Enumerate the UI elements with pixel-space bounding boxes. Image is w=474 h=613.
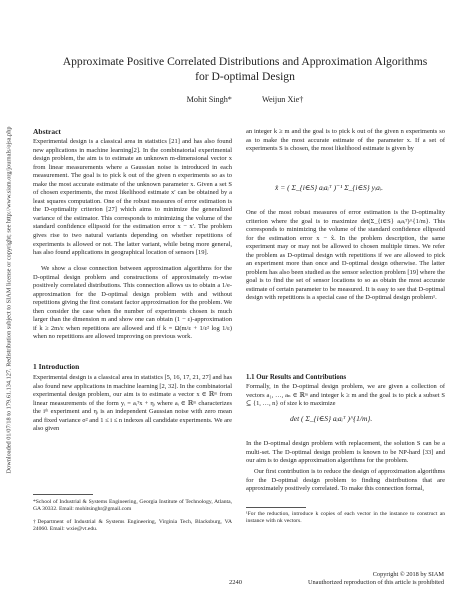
footnote-rule-right xyxy=(246,507,306,508)
subsection-heading: 1.1 Our Results and Contributions xyxy=(246,374,347,381)
title-line-1: Approximate Positive Correlated Distributions and Approximation Algorithms xyxy=(62,55,428,68)
abstract-heading: Abstract xyxy=(33,127,61,136)
right-paragraph-1: an integer k ≥ m and the goal is to pick k out of the given n experiments so as to make the most accurate estimate of the parameter x. If a set of experiments S is chosen, the most likelihood estimate is given by xyxy=(246,128,445,153)
title-line-2: for D-optimal Design xyxy=(195,70,295,83)
author-1: Mohit Singh* xyxy=(186,95,232,104)
footnote-author-2: †Department of Industrial & Systems Engineering, Virginia Tech, Blacksburg, VA 24060. Email: wxie@vt.edu. xyxy=(33,519,232,533)
page-number: 2240 xyxy=(229,579,242,586)
right-paragraph-2: One of the most robust measures of error estimation is the D-optimality criterion where the goal is to maximize det(Σ_{i∈S} aᵢaᵢᵀ)^{1/m}. This corresponds to minimizing the volume of the standard confidence ellipsoid for the estimation error x − x̂. In the problem description, the same experiment may or may not be allowed to chosen multiple times. We refer the problem as D-optimal design with repetitions if we are allowed to pick an experiment more than once and D-optimal design otherwise. The latter problem has also been studied as the sensor selection problem [19] where the goal is to find the set of sensor locations to so as obtain the most accurate estimate of certain parameter to be measured. It is easy to see that D-optimal design with repetitions is a special case of the D-optimal design problem¹. xyxy=(246,209,445,302)
unauthorized-notice: Unauthorized reproduction of this article is prohibited xyxy=(307,579,444,586)
right-paragraph-3: Formally, in the D-optimal design problem, we are given a collection of vectors a₁, …, aₙ ∈ ℝᵐ and integer k ≥ m and the goal is to pick a subset S ⊆ {1, …, n} of size k to maximize xyxy=(246,383,445,408)
paper-title xyxy=(30,54,460,84)
side-download-note: Downloaded 01/07/18 to 179.61.134.127. Redistribution subject to SIAM license or copyright; see http://www.siam.org/journals/ojsa.php xyxy=(5,126,13,474)
right-paragraph-5: Our first contribution is to reduce the design of approximation algorithms for the D-optimal design problem to finding distributions that are approximately positively correlated. To make this connection formal, xyxy=(246,468,445,493)
authors xyxy=(30,95,460,104)
author-2: Weijun Xie† xyxy=(261,95,304,104)
equation-estimate: x̂ = ( Σ_{i∈S} aᵢaᵢᵀ )⁻¹ Σ_{i∈S} yᵢaᵢ. xyxy=(275,183,383,192)
right-paragraph-4: In the D-optimal design problem with replacement, the solution S can be a multi-set. The D-optimal design problem is known to be NP-hard [33] and our aim is to design approximation algorithms for the problem. xyxy=(246,440,445,465)
introduction-heading: 1 Introduction xyxy=(33,362,80,371)
abstract-paragraph-2: We show a close connection between approximation algorithms for the D-optimal design problem and constructions of approximately m-wise positively correlated distributions. This connection allows us to obtain a 1/e-approximation for the D-optimal design problem with and without repetitions giving the first constant factor approximation for the problem. We then consider the case when the number of experiments chosen is much larger than the dimension m and show one can obtain (1 − ε)-approximation if k ≥ 2m/ε when repetitions are allowed and if k = Ω(m/ε + 1/ε² log 1/ε) when no repetitions are allowed improving on previous work. xyxy=(33,265,232,341)
footnote-author-1: *School of Industrial & Systems Engineering, Georgia Institute of Technology, Atlanta, GA 30332. Email: mohitsinghr@gmail.com xyxy=(33,499,232,513)
footnote-reduction: ¹For the reduction, introduce k copies of each vector in the instance to construct an instance with nk vectors. xyxy=(246,511,445,525)
footnote-rule-left xyxy=(33,494,93,495)
equation-determinant: det ( Σ_{i∈S} aᵢaᵢᵀ )^{1/m}. xyxy=(290,414,373,423)
introduction-paragraph: Experimental design is a classical area in statistics [5, 16, 17, 21, 27] and has also found new applications in machine learning [2, 32]. In the combinatorial experimental design problem, our aim is to estimate a vector x ∈ ℝᵐ from linear measurements of the form yᵢ = aᵢᵀx + ηᵢ where aᵢ ∈ ℝᵐ characterizes the iᵗʰ experiment and ηᵢ is an independent Gaussian noise with zero mean and fixed variance σ² and 1 ≤ i ≤ n indexes all candidate experiments. We are also given xyxy=(33,374,232,433)
copyright-notice: Copyright © 2018 by SIAM xyxy=(372,571,444,578)
abstract-paragraph-1: Experimental design is a classical area in statistics [21] and has also found new applications in machine learning[2]. In the combinatorial experimental design problem, the aim is to estimate an unknown m-dimensional vector x from linear measurements where a Gaussian noise is introduced in each measurement. The goal is to pick k out of the given n experiments so as to make the most accurate estimate of the unknown parameter x. Given a set S of chosen experiments, the most likelihood estimate x′ can be obtained by a least squares computation. One of the robust measures of error estimation is the D-optimality criterion [27] which aims to minimize the generalized variance of the estimator. This corresponds to minimizing the volume of the standard confidence ellipsoid for the estimation error x − x′. The problem gives rise to two natural variants depending on whether repetitions of experiments is allowed or not. The latter variant, while being more general, has also found applications in geographical location of sensors [19]. xyxy=(33,138,232,257)
